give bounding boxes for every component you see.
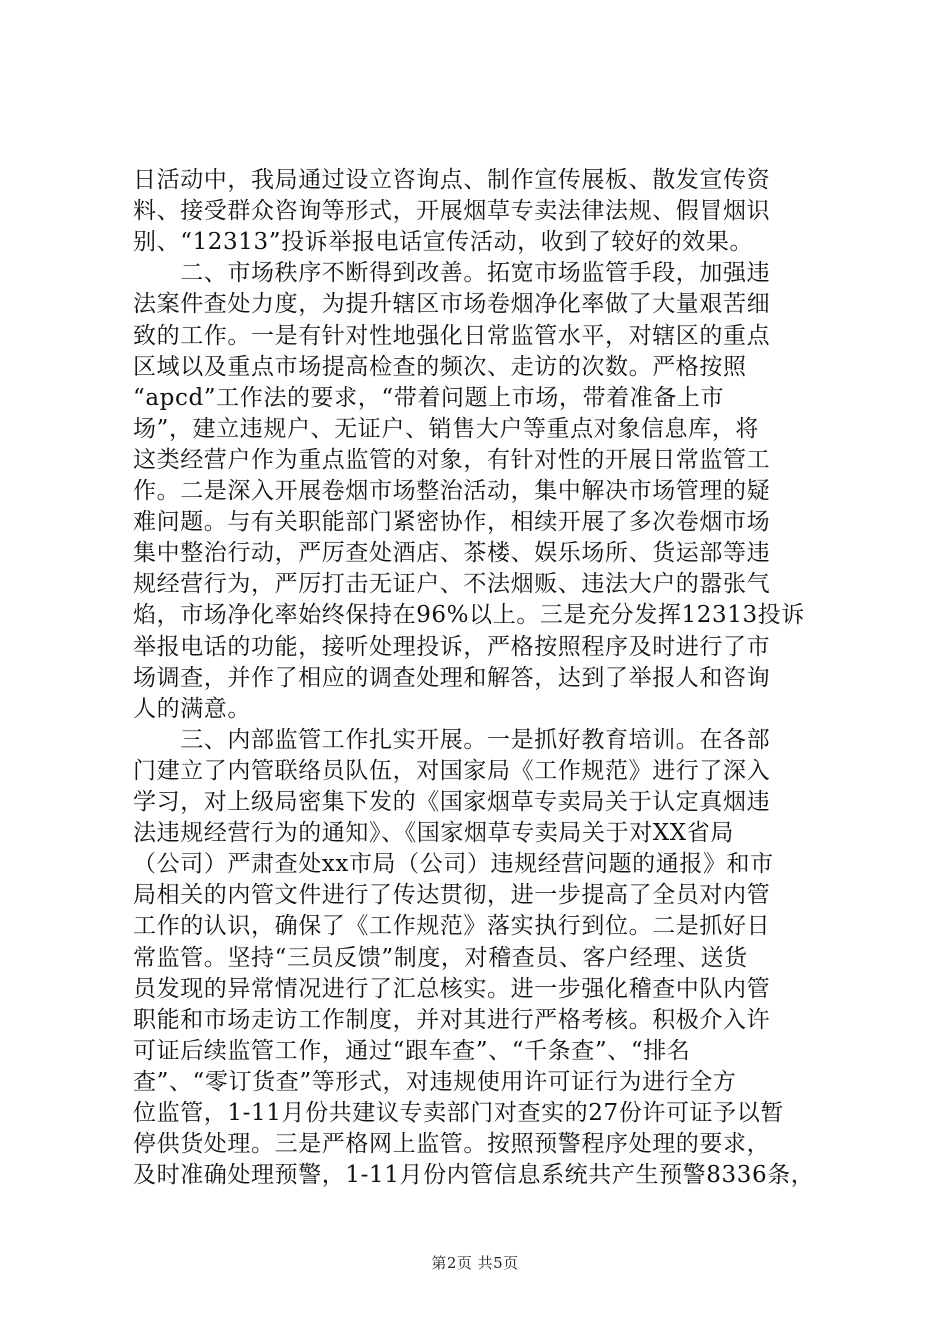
text-line: 停供货处理。三是严格网上监管。按照预警程序处理的要求，	[133, 1131, 771, 1157]
text-line: 集中整治行动，严厉查处酒店、茶楼、娱乐场所、货运部等违	[133, 540, 771, 566]
text-line: 作。二是深入开展卷烟市场整治活动，集中解决市场管理的疑	[133, 478, 771, 504]
text-line: 区域以及重点市场提高检查的频次、走访的次数。严格按照	[133, 354, 747, 380]
text-line: 场”，建立违规户、无证户、销售大户等重点对象信息库，将	[133, 416, 759, 442]
text-line: 日活动中，我局通过设立咨询点、制作宣传展板、散发宣传资	[133, 167, 771, 193]
text-line: 别、“12313”投诉举报电话宣传活动，收到了较好的效果。	[133, 229, 754, 255]
text-line: “apcd”工作法的要求，“带着问题上市场，带着准备上市	[133, 385, 725, 411]
text-line: 二、市场秩序不断得到改善。拓宽市场监管手段，加强违	[133, 260, 771, 286]
text-line: 法案件查处力度，为提升辖区市场卷烟净化率做了大量艰苦细	[133, 291, 771, 317]
text-line: 可证后续监管工作，通过“跟车查”、“千条查”、“排名	[133, 1038, 691, 1064]
text-line: 举报电话的功能，接听处理投诉，严格按照程序及时进行了市	[133, 634, 771, 660]
text-line: 局相关的内管文件进行了传达贯彻，进一步提高了全员对内管	[133, 882, 771, 908]
text-line: 工作的认识，确保了《工作规范》落实执行到位。二是抓好日	[133, 913, 771, 939]
text-line: 常监管。坚持“三员反馈”制度，对稽查员、客户经理、送货	[133, 945, 748, 971]
text-line: 料、接受群众咨询等形式，开展烟草专卖法律法规、假冒烟识	[133, 198, 771, 224]
text-line: 查”、“零订货查”等形式，对违规使用许可证行为进行全方	[133, 1069, 737, 1095]
text-line: 三、内部监管工作扎实开展。一是抓好教育培训。在各部	[133, 727, 771, 753]
text-line: （公司）严肃查处xx市局（公司）违规经营问题的通报》和市	[133, 851, 774, 877]
text-line: 难问题。与有关职能部门紧密协作，相续开展了多次卷烟市场	[133, 509, 771, 535]
text-line: 人的满意。	[133, 696, 251, 722]
text-line: 规经营行为，严厉打击无证户、不法烟贩、违法大户的嚣张气	[133, 571, 771, 597]
text-line: 焰，市场净化率始终保持在96%以上。三是充分发挥12313投诉	[133, 602, 805, 628]
text-line: 致的工作。一是有针对性地强化日常监管水平，对辖区的重点	[133, 323, 771, 349]
text-line: 学习，对上级局密集下发的《国家烟草专卖局关于认定真烟违	[133, 789, 771, 815]
text-line: 门建立了内管联络员队伍，对国家局《工作规范》进行了深入	[133, 758, 771, 784]
text-line: 位监管，1-11月份共建议专卖部门对查实的27份许可证予以暂	[133, 1100, 784, 1126]
text-line: 法违规经营行为的通知》、《国家烟草专卖局关于对XX省局	[133, 820, 734, 846]
page-number-footer: 第2页 共5页	[431, 1254, 519, 1272]
text-line: 这类经营户作为重点监管的对象，有针对性的开展日常监管工	[133, 447, 771, 473]
text-line: 及时准确处理预警，1-11月份内管信息系统共产生预警8336条，	[133, 1162, 815, 1188]
text-line: 场调查，并作了相应的调查处理和解答，达到了举报人和咨询	[133, 665, 771, 691]
text-line: 员发现的异常情况进行了汇总核实。进一步强化稽查中队内管	[133, 976, 771, 1002]
text-line: 职能和市场走访工作制度，并对其进行严格考核。积极介入许	[133, 1007, 771, 1033]
